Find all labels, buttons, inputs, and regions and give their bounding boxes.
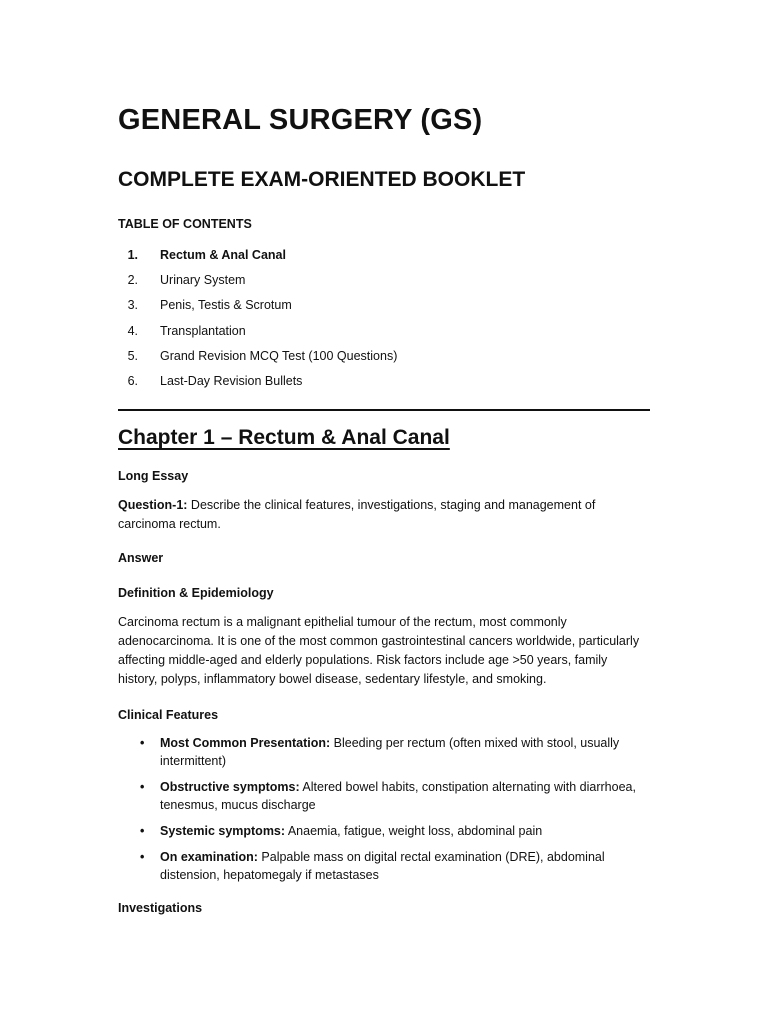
toc-item-label: Urinary System	[160, 273, 246, 288]
bullet-icon: •	[140, 736, 145, 750]
toc-item	[118, 372, 397, 397]
clinical-features-list	[118, 734, 638, 892]
list-item	[118, 734, 638, 770]
toc-item-number: 4.	[127, 323, 138, 338]
bullet-text: Anaemia, fatigue, weight loss, abdominal pain	[285, 824, 543, 838]
list-item	[118, 778, 638, 814]
toc-item	[118, 271, 397, 296]
bullet-label: Systemic symptoms:	[160, 824, 286, 838]
bullet-label: Obstructive symptoms:	[160, 780, 300, 794]
toc-item	[118, 296, 397, 321]
table-of-contents	[118, 246, 397, 397]
toc-item-label: Grand Revision MCQ Test (100 Questions)	[160, 348, 398, 363]
bullet-icon: •	[140, 780, 145, 794]
toc-item	[118, 246, 397, 271]
toc-item-number: 6.	[127, 373, 138, 388]
bullet-text: Bleeding per rectum (often mixed with stool, usually intermittent)	[160, 736, 620, 768]
toc-item-label: Rectum & Anal Canal	[160, 248, 286, 262]
toc-item-label: Penis, Testis & Scrotum	[160, 298, 292, 313]
toc-item-label: Transplantation	[160, 323, 246, 338]
bullet-icon: •	[140, 850, 145, 864]
document-subtitle: COMPLETE EXAM-ORIENTED BOOKLET	[118, 168, 526, 191]
document-title: GENERAL SURGERY (GS)	[118, 104, 483, 136]
toc-item-number: 5.	[127, 348, 138, 363]
section-type-label: Long Essay	[118, 469, 189, 483]
clinical-features-heading: Clinical Features	[118, 708, 219, 722]
toc-item	[118, 347, 397, 372]
toc-item-number: 3.	[127, 298, 138, 313]
toc-item-label: Last-Day Revision Bullets	[160, 373, 303, 388]
bullet-label: Most Common Presentation:	[160, 736, 331, 750]
section-divider	[118, 409, 650, 411]
bullet-label: On examination:	[160, 850, 258, 864]
list-item	[118, 822, 638, 840]
investigations-heading: Investigations	[118, 901, 203, 915]
toc-item-number: 1.	[127, 248, 138, 262]
chapter-title: Chapter 1 – Rectum & Anal Canal	[118, 426, 450, 449]
toc-heading: TABLE OF CONTENTS	[118, 217, 252, 231]
question-label: Question-1:	[118, 498, 188, 512]
question-paragraph	[118, 496, 646, 534]
definition-heading: Definition & Epidemiology	[118, 586, 274, 600]
question-text: Describe the clinical features, investigations, staging and management of carcinoma rectum.	[118, 498, 596, 531]
list-item	[118, 848, 638, 884]
definition-paragraph: Carcinoma rectum is a malignant epithelial tumour of the rectum, most commonly adenocarcinoma. It is one of the most common gastrointestinal cancers worldwide, particularly affecting middle-aged and elderly populations. Risk factors include age >50 years, family history, polyps, inflammatory bowel disease, sedentary lifestyle, and smoking.	[118, 615, 640, 686]
answer-label: Answer	[118, 551, 164, 565]
bullet-text: Altered bowel habits, constipation alternating with diarrhoea, tenesmus, mucus discharge	[160, 780, 636, 812]
bullet-icon: •	[140, 824, 145, 838]
toc-item-number: 2.	[127, 273, 138, 288]
bullet-text: Palpable mass on digital rectal examination (DRE), abdominal distension, hepatomegaly if metastases	[160, 850, 605, 882]
toc-item	[118, 322, 397, 347]
